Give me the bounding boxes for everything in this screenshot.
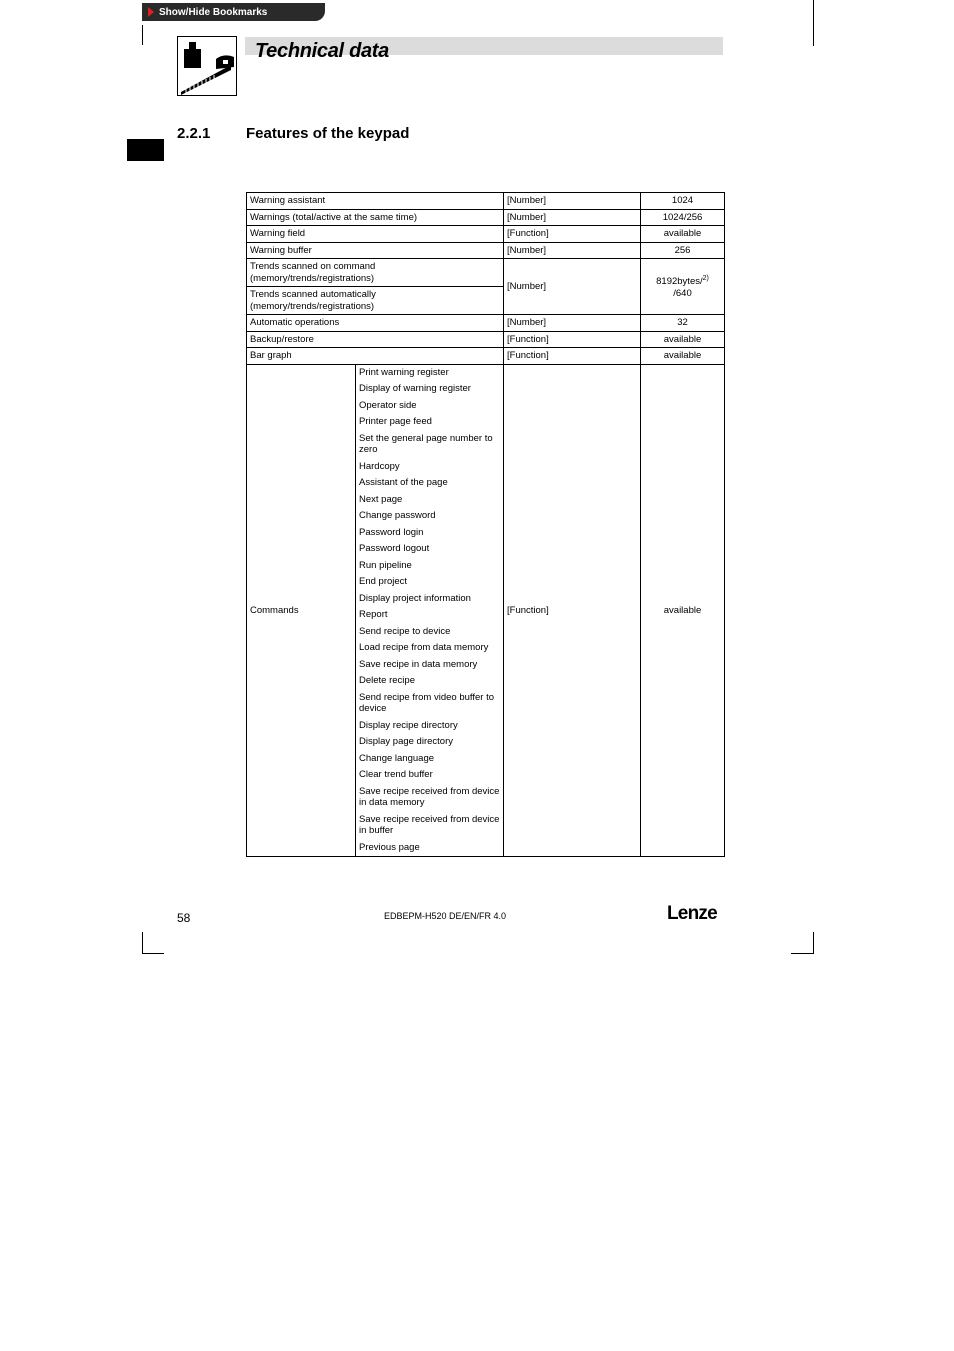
value-cell: 32 [641,315,725,332]
type-cell: [Number] [504,259,641,315]
command-item: Clear trend buffer [359,769,433,780]
command-item: Password logout [359,543,430,554]
command-item: Run pipeline [359,559,412,571]
page-title: Technical data [255,40,389,62]
table-row [247,315,725,332]
command-item: Previous page [359,841,420,853]
section-title: Features of the keypad [246,125,410,142]
crop-mark-top-left [142,25,143,45]
page-number: 58 [177,911,191,925]
command-item: Display recipe directory [359,719,458,731]
table-row-commands [247,364,725,857]
bookmark-tab-label: Show/Hide Bookmarks [159,6,268,18]
value-cell: 1024/256 [641,209,725,226]
command-item: Next page [359,493,403,505]
table-row [247,259,725,287]
type-cell: [Number] [504,315,641,332]
command-item: Display project information [359,592,471,604]
command-item: Save recipe in data memory [359,658,478,670]
table-row [247,242,725,259]
value-cell: available [641,226,725,243]
command-item: Hardcopy [359,460,400,472]
feature-cell: Warning assistant [247,193,504,210]
keypad-measurement-icon [177,36,237,96]
type-cell: [Function] [504,364,641,857]
crop-mark-bottom-right-h [791,953,813,954]
value-cell: available [641,348,725,365]
feature-cell: Bar graph [247,348,504,365]
value-cell: available [641,364,725,857]
table-row [247,226,725,243]
value-cell: available [641,331,725,348]
value-cell: 1024 [641,193,725,210]
command-item: Assistant of the page [359,477,448,488]
footnote-ref: 2) [702,275,709,283]
type-cell: [Function] [504,226,641,243]
command-item: Display page directory [359,736,453,747]
crop-mark-top-right [813,0,814,46]
trend-value-line1: 8192bytes/ [656,276,703,288]
command-item: Operator side [359,399,417,411]
feature-cell: Warning buffer [247,242,504,259]
chapter-marker [127,139,164,161]
feature-cell: Trends scanned on command (memory/trends/registrations) [247,259,504,287]
command-item: Report [359,609,388,620]
trend-value-line2: /640 [673,288,692,300]
value-cell [641,259,725,315]
command-item: Set the general page number to zero [359,432,493,455]
command-item: Delete recipe [359,675,415,686]
document-id: EDBEPM-H520 DE/EN/FR 4.0 [384,911,507,921]
command-item: Send recipe from video buffer to device [359,691,495,714]
table-row [247,331,725,348]
feature-cell: Warning field [247,226,504,243]
command-item: Load recipe from data memory [359,642,489,653]
feature-cell: Backup/restore [247,331,504,348]
type-cell: [Number] [504,193,641,210]
crop-mark-bottom-left-h [142,953,164,954]
feature-cell: Trends scanned automatically (memory/trends/registrations) [247,287,504,315]
commands-list [356,364,504,857]
command-item: Password login [359,526,424,538]
command-item: Display of warning register [359,383,471,394]
table-row [247,193,725,210]
command-item: Print warning register [359,366,449,378]
command-item: Printer page feed [359,416,432,427]
command-item: End project [359,576,408,587]
command-item: Change language [359,752,435,764]
triangle-right-icon [148,7,154,17]
type-cell: [Number] [504,242,641,259]
table-row [247,348,725,365]
type-cell: [Number] [504,209,641,226]
lenze-logo: Lenze [667,903,717,924]
crop-mark-bottom-left-v [142,932,143,954]
feature-cell: Warnings (total/active at the same time) [247,209,504,226]
table-row [247,209,725,226]
command-item: Save recipe received from device in data memory [359,785,500,808]
command-item: Send recipe to device [359,625,451,637]
crop-mark-bottom-right-v [813,932,814,954]
keypad-features-table [246,192,725,857]
type-cell: [Function] [504,348,641,365]
command-item: Change password [359,510,436,521]
feature-cell: Automatic operations [247,315,504,332]
section-number: 2.2.1 [177,125,211,142]
show-hide-bookmarks-button[interactable] [142,3,325,21]
command-item: Save recipe received from device in buffer [359,813,500,836]
value-cell: 256 [641,242,725,259]
commands-label: Commands [247,364,356,857]
type-cell: [Function] [504,331,641,348]
